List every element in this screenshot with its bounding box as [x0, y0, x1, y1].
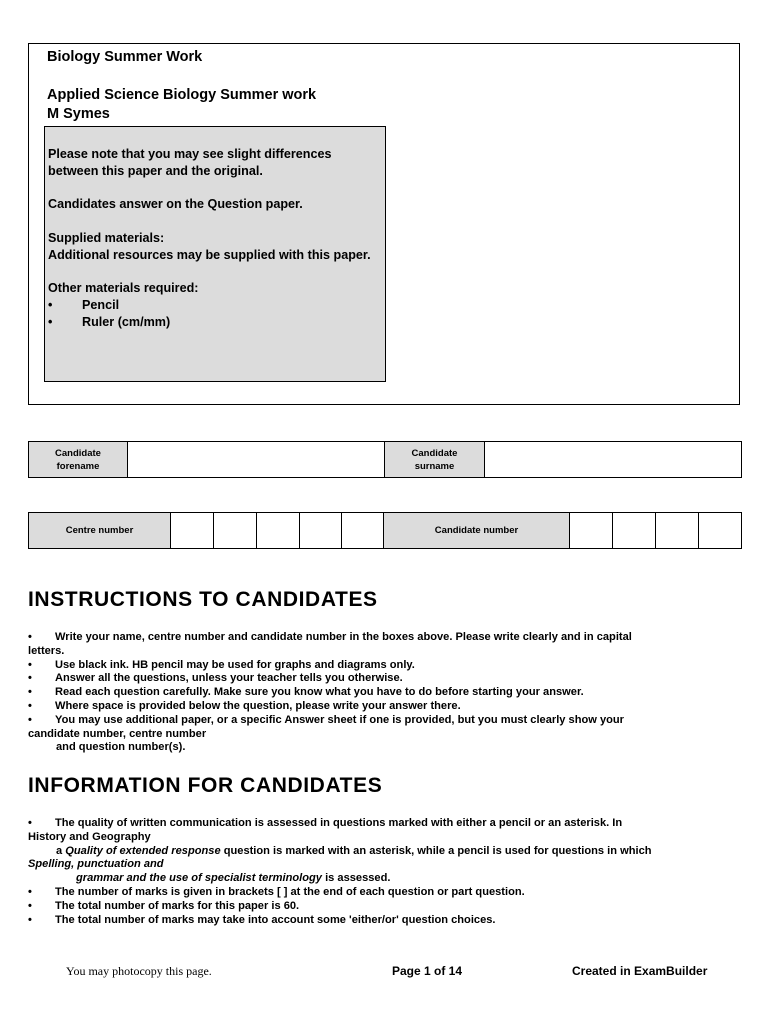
- bullet: •: [48, 314, 53, 329]
- instruction-item: • Read each question carefully. Make sure you know what you have to do before starting your answer.: [28, 686, 584, 699]
- information-item: • The total number of marks may take into account some 'either/or' question choices.: [28, 913, 496, 926]
- bullet: •: [48, 298, 53, 313]
- information-list: [28, 817, 740, 927]
- forename-field[interactable]: [128, 442, 385, 478]
- footer-created-in: Created in ExamBuilder: [572, 964, 708, 978]
- candidate-number-label: Candidate number: [384, 513, 570, 549]
- centre-number-box[interactable]: [342, 513, 384, 549]
- materials-item-label: Pencil: [82, 298, 120, 313]
- materials-item-label: Ruler (cm/mm): [82, 314, 171, 329]
- instruction-item-cont: and question number(s).: [56, 741, 186, 754]
- header-box: [28, 43, 740, 405]
- instruction-item: • Answer all the questions, unless your teacher tells you otherwise.: [28, 672, 403, 685]
- information-item-cont: History and Geography: [28, 830, 151, 843]
- instructions-list: [28, 631, 740, 755]
- centre-number-box[interactable]: [257, 513, 300, 549]
- instructions-heading: INSTRUCTIONS TO CANDIDATES: [28, 588, 378, 611]
- candidate-number-box[interactable]: [656, 513, 699, 549]
- candidate-name-table: [28, 441, 742, 478]
- instruction-item-cont: letters.: [28, 644, 65, 657]
- information-item: • The total number of marks for this paper is 60.: [28, 899, 300, 912]
- materials-item: [48, 297, 385, 314]
- differences-note: Please note that you may see slight differences between this paper and the original.: [48, 147, 332, 178]
- candidate-number-box[interactable]: [570, 513, 613, 549]
- surname-label: Candidate surname: [385, 442, 485, 478]
- supplied-text: Additional resources may be supplied with this paper.: [48, 247, 371, 262]
- information-heading: INFORMATION FOR CANDIDATES: [28, 774, 383, 797]
- footer-photocopy-note: You may photocopy this page.: [66, 964, 212, 978]
- instruction-item: • Write your name, centre number and candidate number in the boxes above. Please write clearly and in capital: [28, 631, 632, 643]
- candidate-number-box[interactable]: [613, 513, 656, 549]
- centre-number-label: Centre number: [29, 513, 171, 549]
- centre-number-box[interactable]: [214, 513, 257, 549]
- instruction-item: • Where space is provided below the question, please write your answer there.: [28, 699, 461, 712]
- document-author: M Symes: [47, 106, 110, 122]
- supplied-heading: Supplied materials:: [48, 230, 165, 245]
- instruction-item: • You may use additional paper, or a specific Answer sheet if one is provided, but you must clearly show your: [28, 713, 625, 726]
- information-item: • The quality of written communication is assessed in questions marked with either a pencil or an asterisk. In: [28, 817, 623, 829]
- answer-note: Candidates answer on the Question paper.: [48, 197, 303, 212]
- information-item: • The number of marks is given in brackets [ ] at the end of each question or part question.: [28, 885, 525, 898]
- page-number: Page 1 of 14: [392, 964, 463, 978]
- document-subtitle: Applied Science Biology Summer work: [47, 87, 317, 103]
- materials-item: [48, 314, 385, 331]
- centre-number-box[interactable]: [171, 513, 214, 549]
- forename-label: Candidate forename: [29, 442, 128, 478]
- information-item-cont: grammar and the use of specialist terminology is assessed.: [76, 872, 391, 885]
- centre-number-box[interactable]: [300, 513, 342, 549]
- surname-field[interactable]: [485, 442, 742, 478]
- materials-note-box: [44, 126, 386, 382]
- candidate-number-table: [28, 512, 742, 549]
- instruction-item-cont: candidate number, centre number: [28, 727, 207, 740]
- other-materials-heading: Other materials required:: [48, 281, 199, 296]
- candidate-number-box[interactable]: [699, 513, 742, 549]
- document-title: Biology Summer Work: [47, 49, 203, 65]
- instruction-item: • Use black ink. HB pencil may be used for graphs and diagrams only.: [28, 658, 415, 671]
- information-item-cont: a Quality of extended response question is marked with an asterisk, while a pencil is used for questions in which: [56, 844, 652, 857]
- information-item-cont: Spelling, punctuation and: [28, 858, 164, 871]
